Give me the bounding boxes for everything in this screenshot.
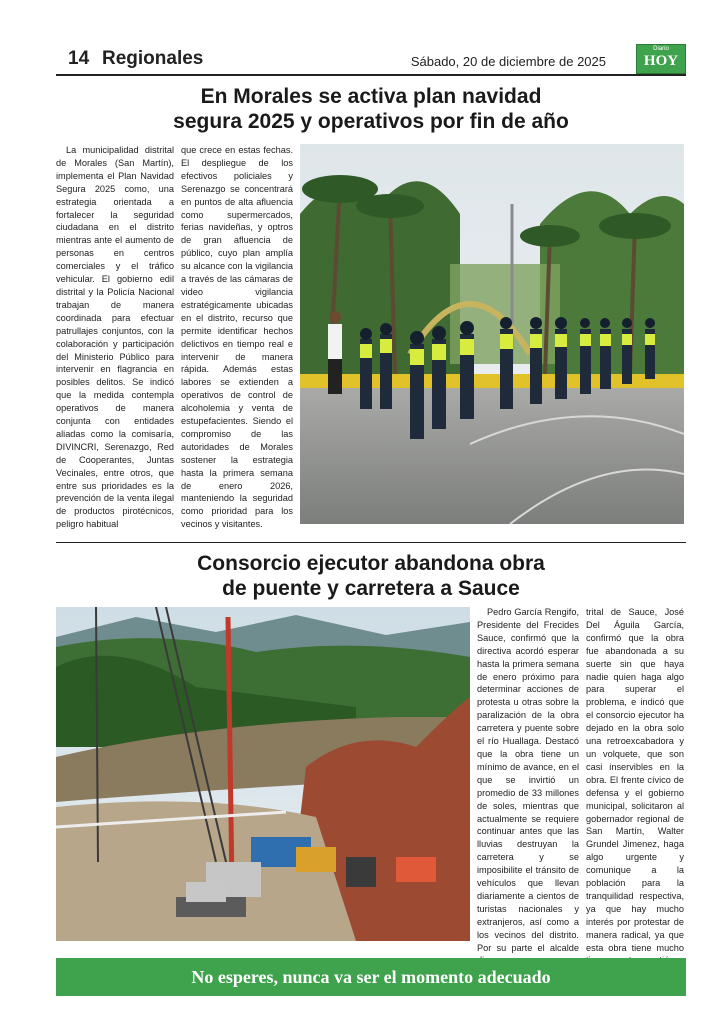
header-divider	[56, 74, 686, 76]
diario-hoy-logo	[636, 44, 686, 74]
issue-date: Sábado, 20 de diciembre de 2025	[410, 54, 606, 69]
article-divider	[56, 542, 686, 543]
page-header	[56, 44, 686, 74]
article2-headline	[56, 551, 686, 601]
article2-headline-line1: Consorcio ejecutor abandona obra	[197, 552, 545, 575]
article1-column1: La municipalidad distrital de Morales (San Martín), implementa el Plan Navidad Segura 2025 como, una estrategia orientada a fortalecer la seguridad ciudadana en el distrito mientras ante el aumento de personas en centros comerciales y el tráfico vehicular. El gobierno edil distrital y la Policía Nacional trabajan de manera coordinada para efectuar patrullajes conjuntos, con la colaboración y participación del Ministerio Público para intervenir en flagrancia en posibles delitos. Se indicó que la medida contempla operativos de manera conjunta con entidades aliadas como la comisaría, DIVINCRI, Serenazgo, Red de Cooperantes, Juntas Vecinales, entre otros, que entre sus prioridades es la prevención de la venta ilegal de productos pirotécnicos, peligro habitual	[56, 145, 174, 530]
article1-headline	[56, 84, 686, 134]
article2-column1: Pedro García Rengifo, Presidente del Frecides Sauce, confirmó que la directiva acordó esperar hasta la primera semana de enero próximo para determinar acciones de protesta u otras sobre la paralización de la obra carretera y puente sobre el río Huallaga. Destacó que la obra tiene un mínimo de avance, en el que se invirtió un promedio de 33 millones de soles, mientras que actualmente se requiere continuar antes que las lluvias destruyan la carretera y se imposibilite el tránsito de vehículos que llevan diariamente a cientos de turistas nacionales y extranjeros, así como a los vecinos del distrito. Por su parte el alcalde	[477, 607, 579, 953]
construction-site-photo	[56, 607, 470, 941]
footer-banner: No esperes, nunca va ser el momento adecuado	[56, 958, 686, 996]
article1-headline-line2: segura 2025 y operativos por fin de año	[173, 110, 569, 133]
logo-small-text: Diario	[653, 46, 669, 52]
police-formation-photo	[300, 144, 684, 524]
article2-headline-line2: de puente y carretera a Sauce	[222, 577, 520, 600]
section-title: Regionales	[102, 48, 204, 69]
article1-headline-line1: En Morales se activa plan navidad	[200, 85, 542, 108]
article2-column2: trital de Sauce, José Del Águila García, confirmó que la obra fue abandonada a su suerte sin que haya nadie quien haga algo para superar el problema, e indicó que el consorcio ejecutor ha dejado en la obra solo una retroexcabadora y un volquete, que son casi inservibles en la obra. El frente cívico de defensa y el gobierno municipal, solicitaron al gobernador regional de San Martín, Walter Grundel Jimenez, haga algo urgente y comunique a la población para la tranquilidad respectiva, ya que hay mucho interés por protestar de manera radical, ya que esta obra tiene mucho	[586, 607, 684, 953]
page-number: 14	[68, 48, 90, 69]
article1-column2: que crece en estas fechas. El despliegue de los efectivos policiales y Serenazgo se concentrará en puntos de alta afluencia como supermercados, ferias navideñas, y optros de gran afluencia de público, cuyo plan amplía su alcance con la vigilancia a través de las cámaras de video vigilancia estratégicamente ubicadas en el distrito, recurso que permite identificar hechos delictivos en tiempo real e intervenir de manera rápida. Además estas labores se extienden a operativos de control de alcoholemia y venta de estupefacientes. Siendo el compromiso de las autoridades de Morales sostener la estrategia hasta la primera semana de enero 2026, manteniendo la seguridad como prioridad para los vecinos y visitantes.	[181, 145, 293, 530]
logo-big-text: HOY	[643, 53, 679, 69]
